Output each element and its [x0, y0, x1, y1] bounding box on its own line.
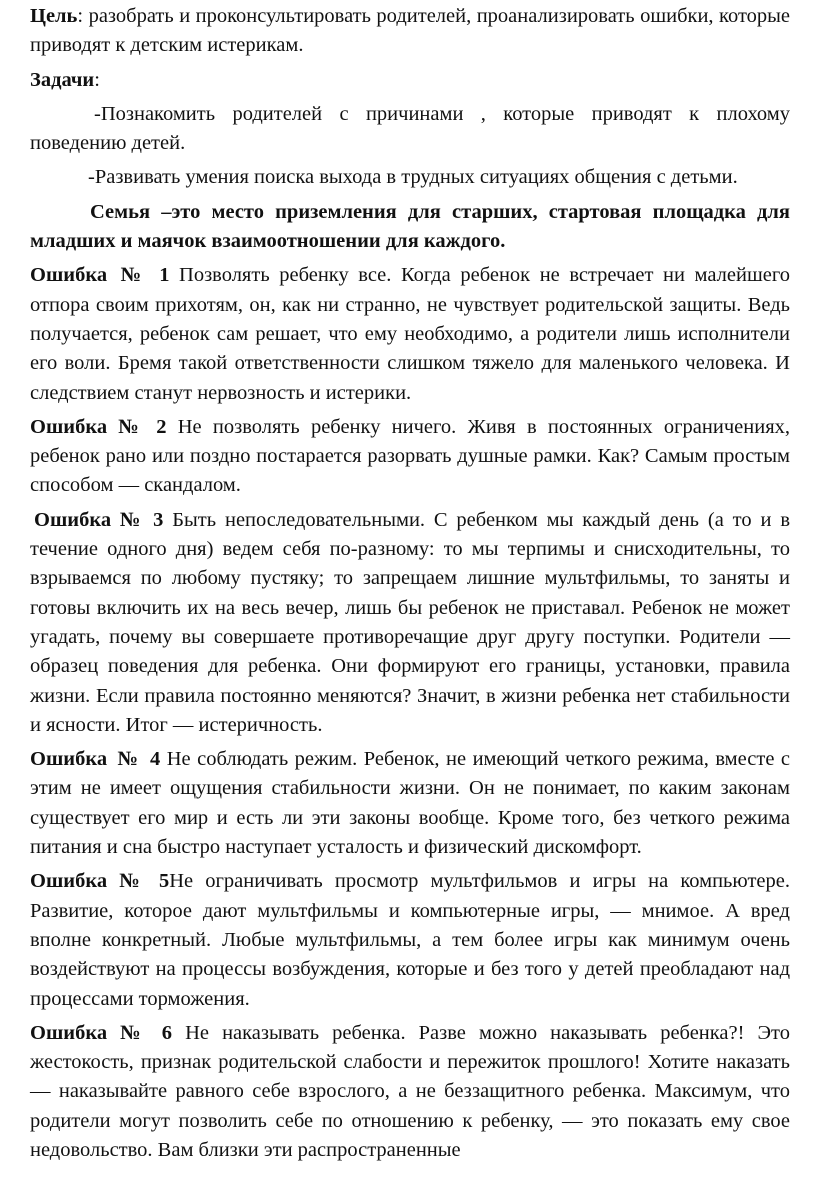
mistake-4-label: Ошибка № 4: [30, 748, 161, 771]
mistake-4-text: Не соблюдать режим. Ребенок, не имеющий четкого режима, вместе с этим не имеет ощущения стабильности жизни. Он не понимает, по каким законам существует его мир и есть ли эти законы вообще. Кроме того, без четкого режима питания и сна быстро наступает усталость и физический дискомфорт.: [30, 748, 790, 859]
mistake-2-label: Ошибка № 2: [30, 415, 167, 438]
mistake-1-text: Позволять ребенку все. Когда ребенок не встречает ни малейшего отпора своим прихотям, он, как ни странно, не чувствует родительской защиты. Ведь получается, ребенок сам решает, что ему необходимо, а родители лишь исполнители его воли. Бремя такой ответственности слишком тяжело для маленького человека. И следствием станут нервозность и истерики.: [30, 264, 790, 404]
goal-text: : разобрать и проконсультировать родителей, проанализировать ошибки, которые приводят к детским истерикам.: [30, 5, 790, 57]
motto: Семья –это место приземления для старших, стартовая площадка для младших и маячок взаимоотношении для каждого.: [30, 200, 790, 253]
tasks-label: Задачи: [30, 68, 95, 91]
mistake-5-text: Не ограничивать просмотр мультфильмов и игры на компьютере. Развитие, которое дают мультфильмы и компьютерные игры, — мнимое. А вред вполне конкретный. Любые мультфильмы, а тем более игры как минимум очень воздействуют на процессы возбуждения, которые и без того у детей преобладают над процессами торможения.: [30, 870, 790, 1010]
mistake-1-label: Ошибка № 1: [30, 264, 170, 287]
mistake-6-label: Ошибка № 6: [30, 1021, 173, 1044]
mistake-4: [30, 745, 790, 862]
mistake-3-label: Ошибка № 3: [34, 508, 164, 531]
tasks-heading: [30, 66, 790, 95]
goal-label: Цель: [30, 5, 78, 27]
mistake-5: [30, 867, 790, 1013]
mistake-3-text: Быть непоследовательными. С ребенком мы каждый день (а то и в течение одного дня) ведем себя по-разному: то мы терпимы и снисходительны, то взрываемся по любому пустяку; то запрещаем лишние мультфильмы, то заняты и готовы включить их на весь вечер, лишь бы ребенок не приставал. Ребенок не может угадать, почему вы совершаете противоречащие друг другу поступки. Родители — образец поведения для ребенка. Они формируют его границы, установки, правила жизни. Если правила постоянно меняются? Значит, в жизни ребенка нет стабильности и ясности. Итог — истеричность.: [30, 508, 790, 736]
mistake-3: [30, 506, 790, 740]
goal-paragraph: [30, 2, 790, 61]
mistake-5-label: Ошибка № 5: [30, 870, 170, 893]
tasks-colon: :: [94, 68, 100, 91]
mistake-2-text: Не позволять ребенку ничего. Живя в постоянных ограничениях, ребенок рано или поздно постарается разорвать душные рамки. Как? Самым простым способом — скандалом.: [30, 415, 790, 497]
mistake-2: [30, 413, 790, 501]
mistake-6: [30, 1019, 790, 1165]
mistake-1: [30, 261, 790, 407]
task-item-1: -Познакомить родителей с причинами , которые приводят к плохому поведению детей.: [30, 102, 790, 155]
task-item-2: -Развивать умения поиска выхода в трудных ситуациях общения с детьми.: [88, 166, 738, 189]
mistake-6-text: Не наказывать ребенка. Разве можно наказывать ребенка?! Это жестокость, признак родительской слабости и пережиток прошлого! Хотите наказать — наказывайте равного себе взрослого, а не беззащитного ребенка. Максимум, что родители могут позволить себе по отношению к ребенку, — это показать ему свое недовольство. Вам близки эти распространенные: [30, 1021, 790, 1161]
